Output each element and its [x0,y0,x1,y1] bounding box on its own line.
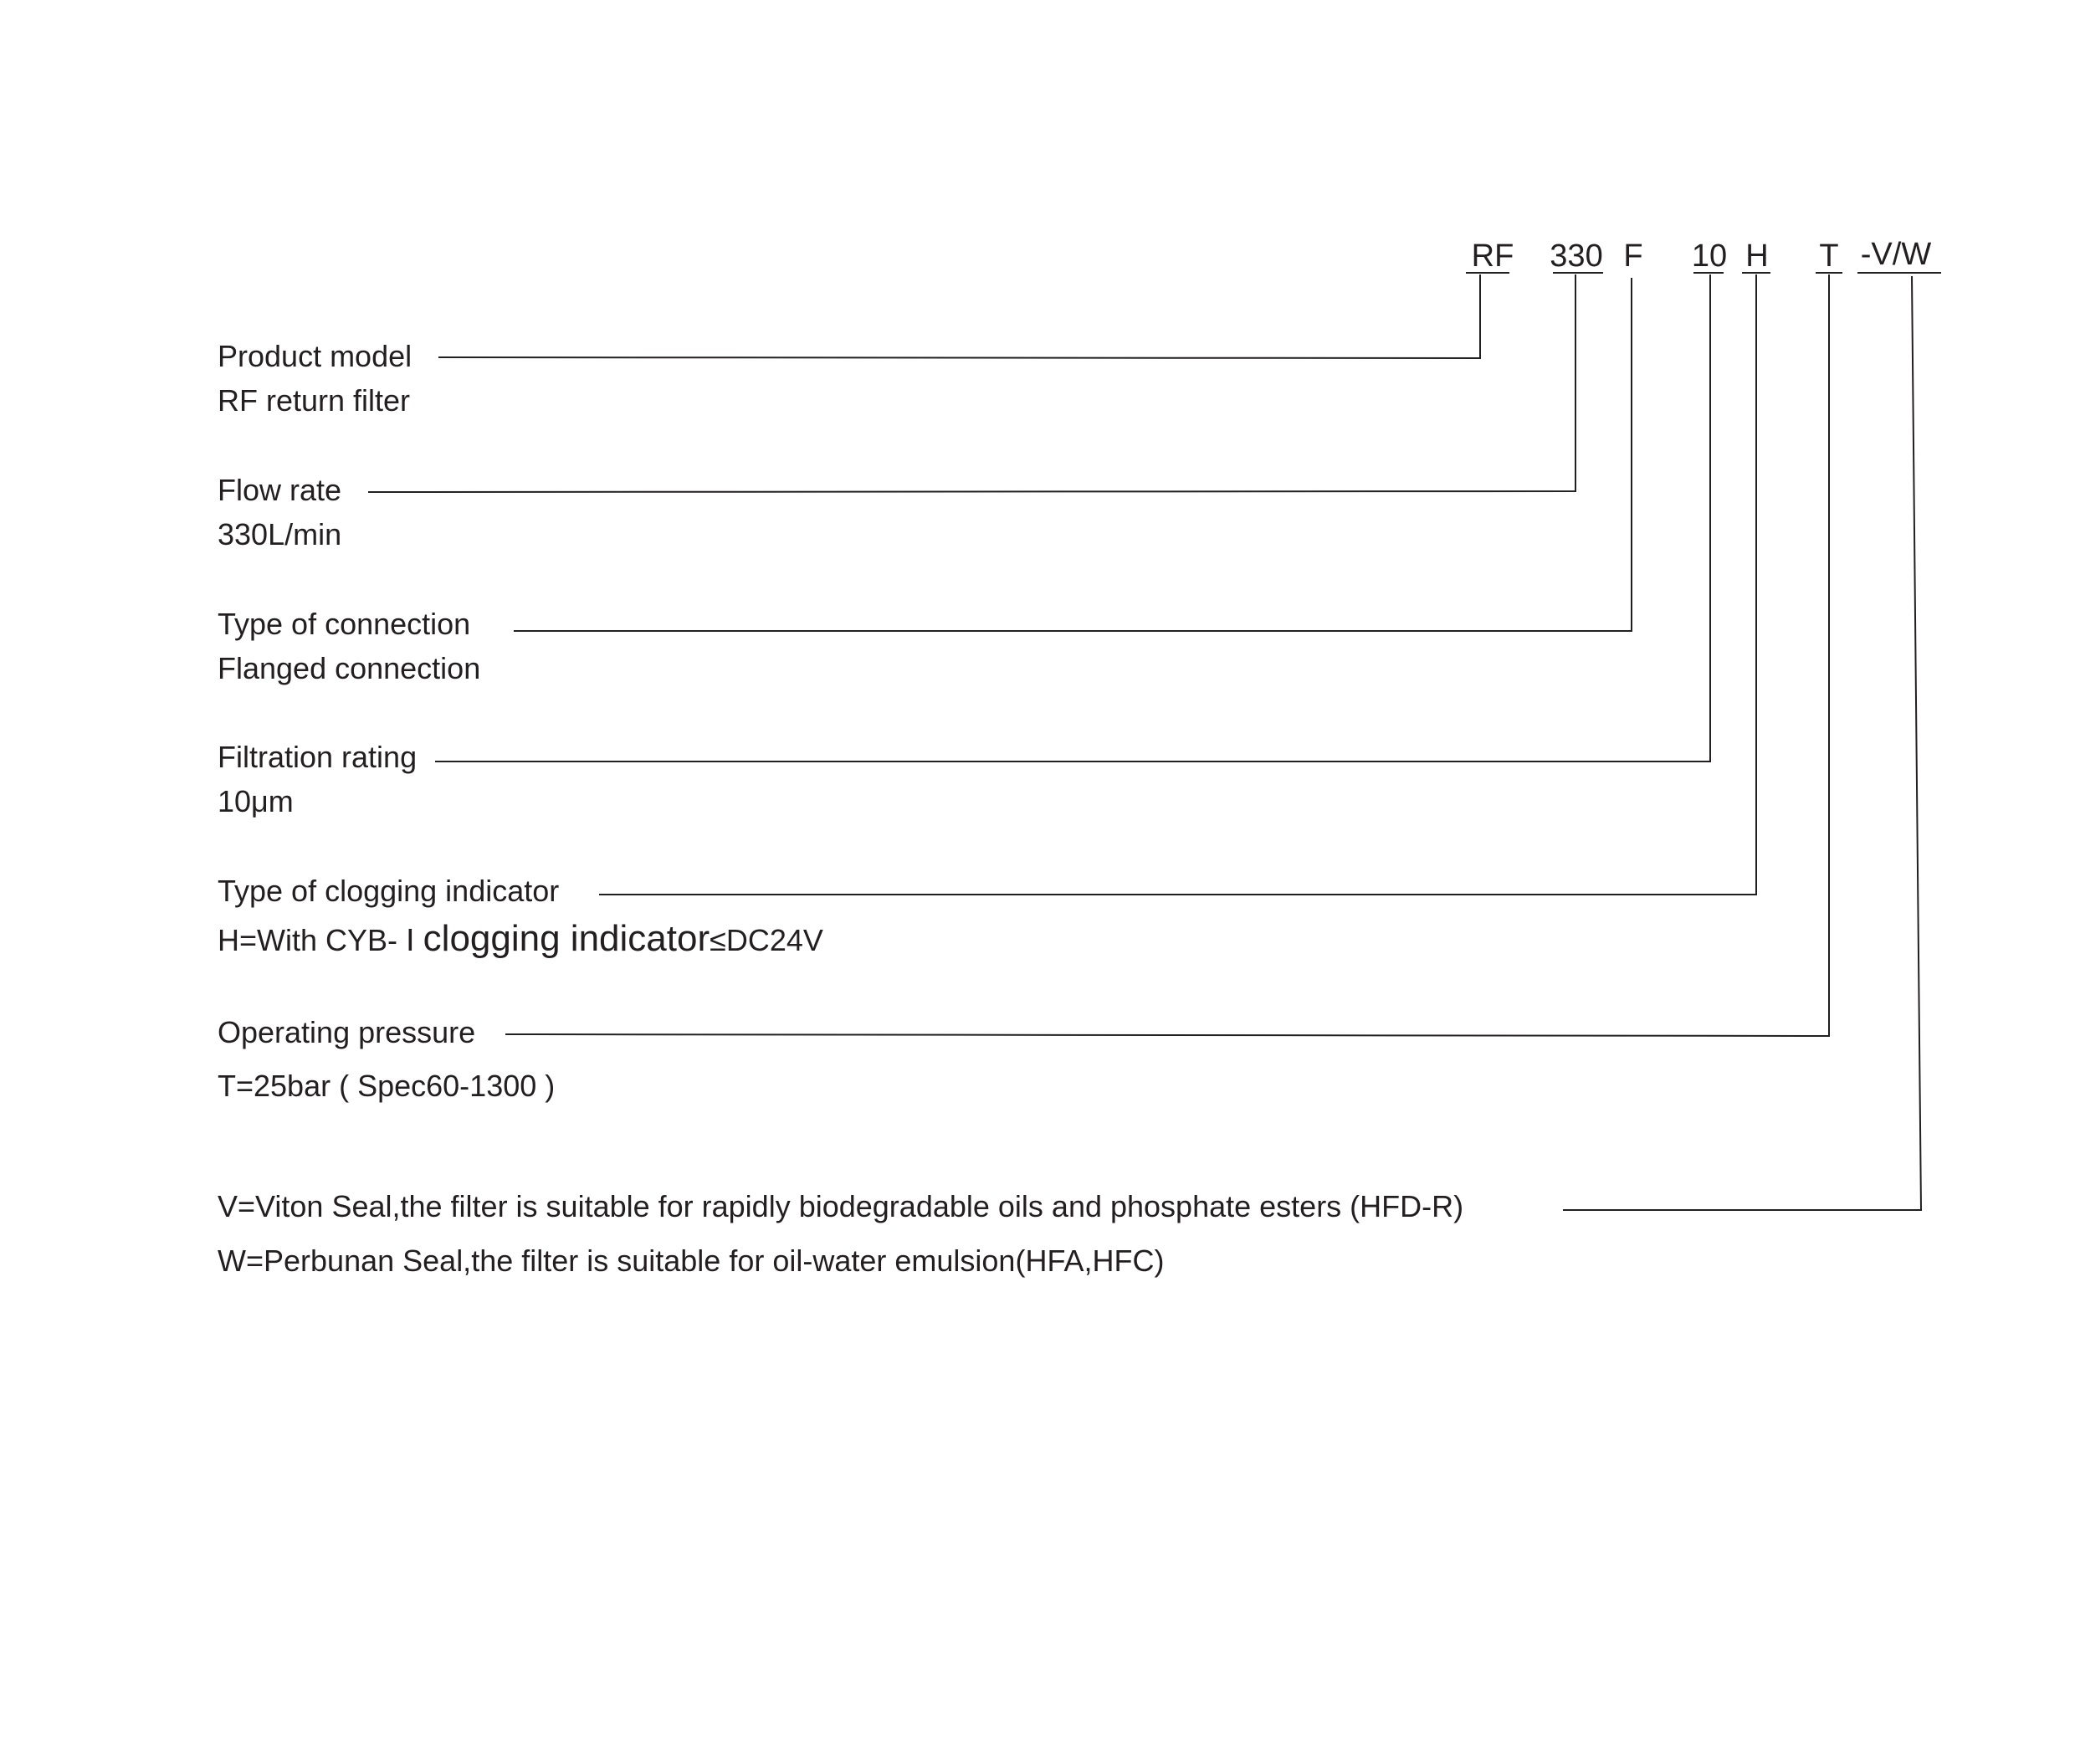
item-connection [218,278,1632,685]
clogging-indicator-detail-prefix: H=With CYB- Ⅰ [218,923,415,957]
flow-rate-title: Flow rate [218,473,342,507]
clogging-indicator-detail-suffix: ≤DC24V [710,923,823,957]
leader-line-filtration-rating [435,274,1710,761]
leader-line-clogging-indicator [599,274,1756,895]
flow-rate-detail: 330L/min [218,517,342,551]
connection-title: Type of connection [218,607,471,641]
seal-title: V=Viton Seal,the filter is suitable for rapidly biodegradable oils and phosphate esters (HFD-R) [218,1189,1464,1223]
code-segment-connection: F [1623,238,1643,274]
code-segment-seal: -V/W [1860,237,1932,272]
leader-line-seal [1563,276,1921,1210]
model-code [1466,237,1941,274]
code-segment-rf: RF [1471,238,1514,274]
clogging-indicator-title: Type of clogging indicator [218,874,560,908]
leader-line-product-model [438,274,1480,358]
item-filtration-rating [218,274,1710,818]
filtration-rating-detail: 10μm [218,784,294,818]
leader-line-flow-rate [368,274,1575,492]
item-operating-pressure [218,274,1829,1103]
leader-line-connection [514,278,1632,631]
filtration-rating-title: Filtration rating [218,740,418,774]
item-flow-rate [218,274,1575,551]
code-segment-flow: 330 [1550,238,1603,274]
clogging-indicator-detail-main: clogging indicator [423,918,710,959]
seal-detail: W=Perbunan Seal,the filter is suitable for oil-water emulsion(HFA,HFC) [218,1244,1165,1278]
connection-detail: Flanged connection [218,651,481,685]
item-seal [218,276,1921,1278]
clogging-indicator-detail [218,918,823,959]
code-segment-rating: 10 [1691,238,1728,274]
operating-pressure-detail: T=25bar ( Spec60-1300 ) [218,1069,556,1103]
code-segment-indicator: H [1745,238,1769,274]
product-model-title: Product model [218,339,412,373]
operating-pressure-title: Operating pressure [218,1015,476,1049]
code-segment-pressure: T [1819,238,1839,274]
product-model-detail: RF return filter [218,383,411,418]
item-product-model [218,274,1480,418]
